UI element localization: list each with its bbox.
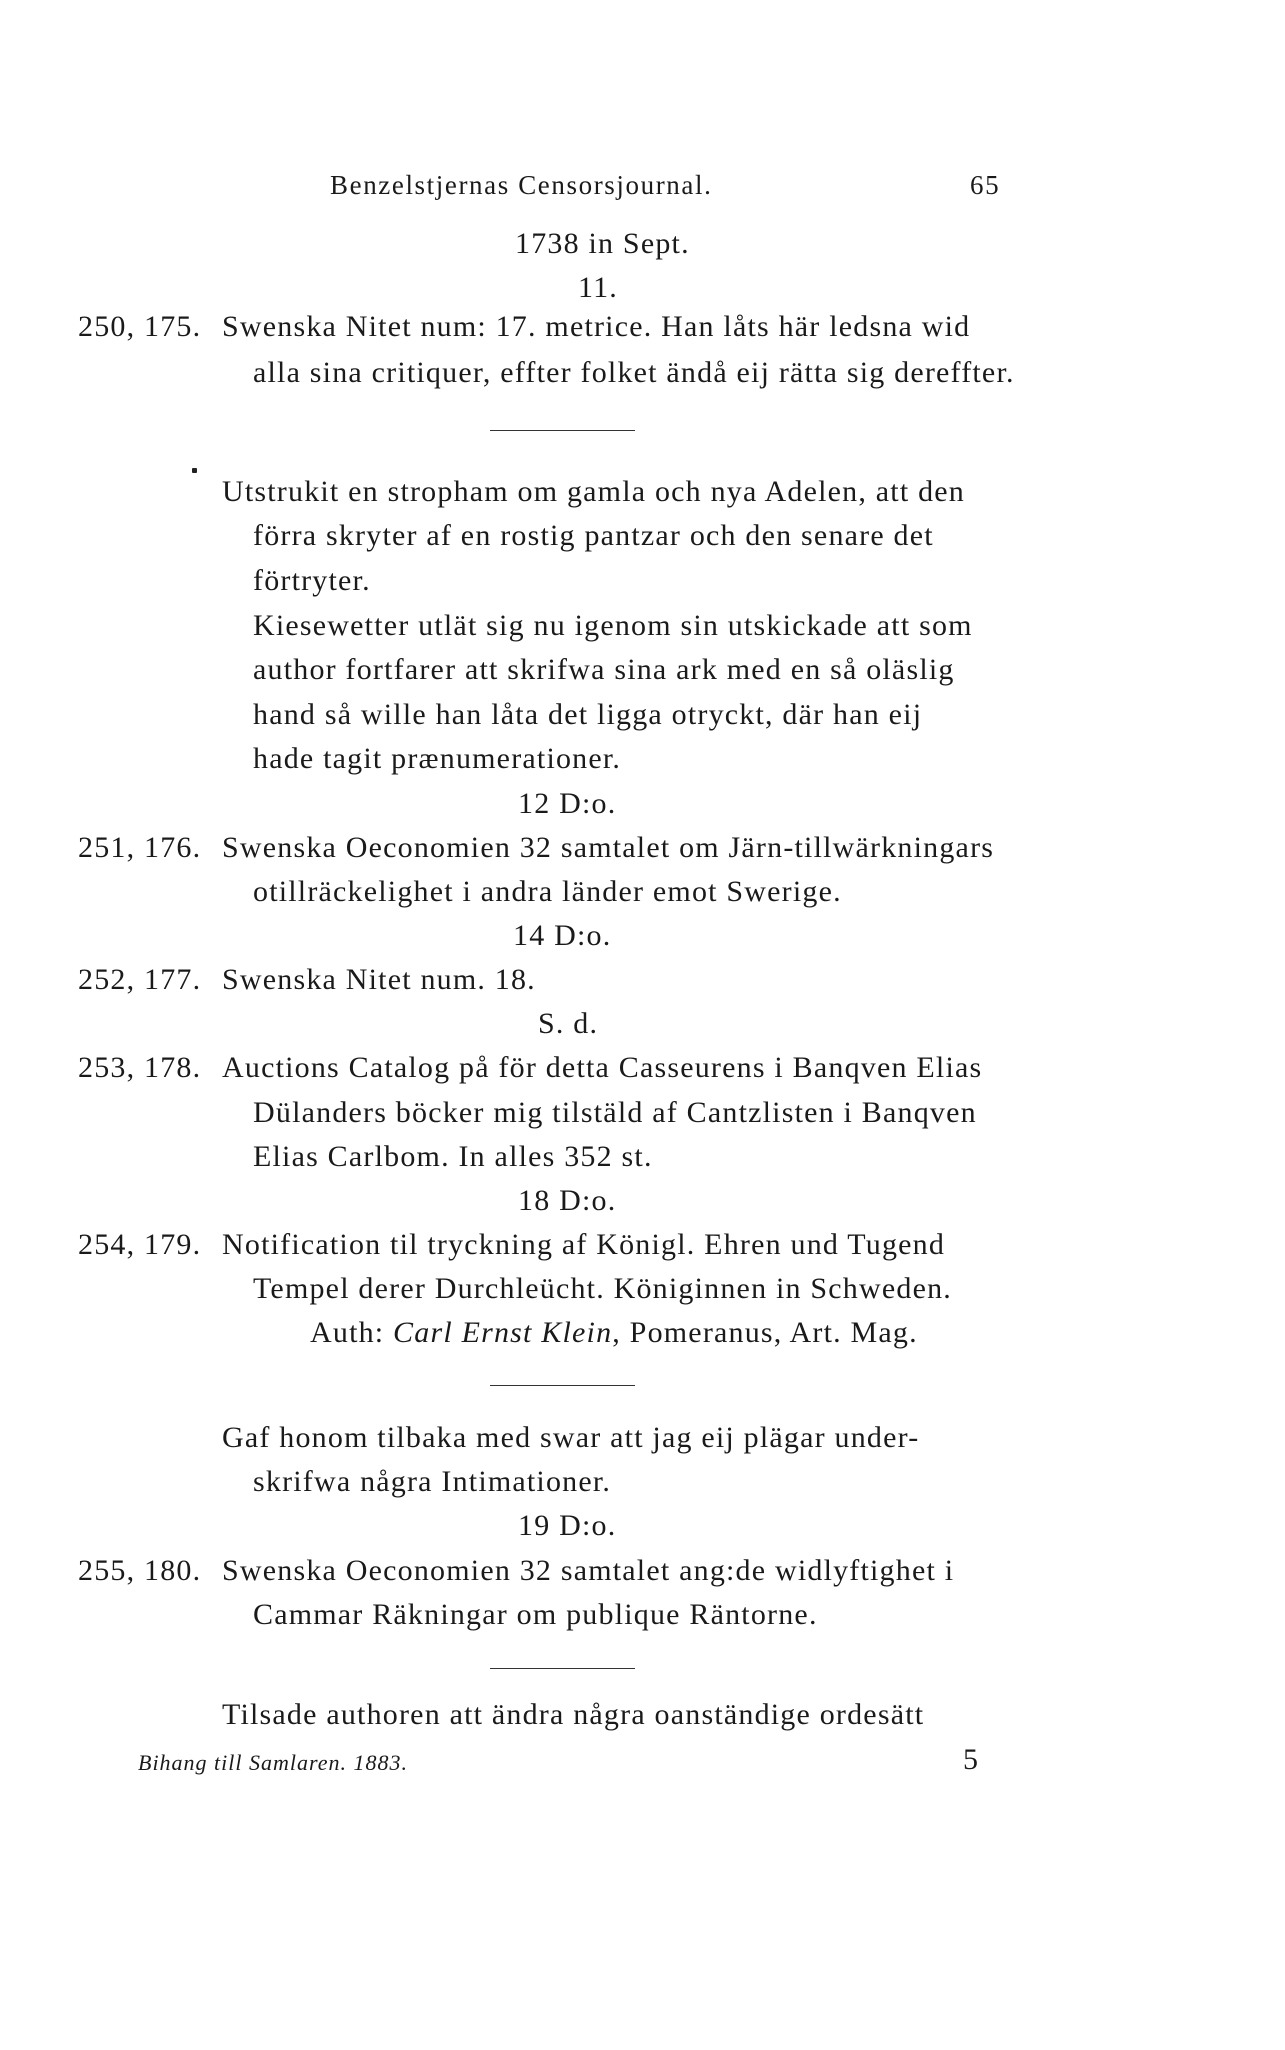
note-text-line: Gaf honom tilbaka med swar att jag eij plägar under- — [222, 1421, 920, 1454]
day-heading: 19 D:o. — [518, 1509, 617, 1542]
entry-text-line: Swenska Oeconomien 32 samtalet om Järn-tillwärkningars — [222, 831, 995, 864]
entry-number: 250, 175. — [78, 310, 202, 343]
note-text-line: hade tagit prænumerationer. — [253, 742, 622, 775]
entry-text-line: Notification til tryckning af Königl. Ehren und Tugend — [222, 1228, 946, 1261]
day-heading: 11. — [578, 271, 618, 304]
entry-number: 255, 180. — [78, 1554, 202, 1587]
entry-number: 254, 179. — [78, 1228, 202, 1261]
margin-mark — [192, 468, 197, 473]
running-title: Benzelstjernas Censorsjournal. — [330, 170, 713, 200]
note-text-line: förtryter. — [253, 564, 371, 597]
author-suffix: , Pomeranus, Art. Mag. — [612, 1316, 918, 1349]
note-text-line: skrifwa några Intimationer. — [253, 1465, 612, 1498]
page-number: 65 — [970, 170, 1001, 200]
note-text-line: hand så wille han låta det ligga otryckt, där han eij — [253, 698, 923, 731]
entry-text-line: Swenska Nitet num. 18. — [222, 963, 536, 996]
author-name: Carl Ernst Klein — [393, 1316, 613, 1349]
footer-publication: Bihang till Samlaren. 1883. — [138, 1750, 409, 1775]
section-divider — [490, 1385, 635, 1386]
entry-number: 251, 176. — [78, 831, 202, 864]
day-heading: 14 D:o. — [513, 919, 612, 952]
entry-text-line: Swenska Oeconomien 32 samtalet ang:de widlyftighet i — [222, 1554, 955, 1587]
note-text-line: förra skryter af en rostig pantzar och den senare det — [253, 519, 934, 552]
entry-text-line: Auctions Catalog på för detta Casseurens i Banqven Elias — [222, 1051, 983, 1084]
entry-text-line: otillräckelighet i andra länder emot Swerige. — [253, 875, 842, 908]
entry-text-line: Tempel derer Durchleücht. Königinnen in Schweden. — [253, 1272, 952, 1305]
author-prefix: Auth: — [310, 1316, 394, 1349]
note-text-line: Tilsade authoren att ändra några oanständige ordesätt — [222, 1698, 925, 1731]
note-text-line: Utstrukit en stropham om gamla och nya Adelen, att den — [222, 475, 965, 508]
entry-text-line: Elias Carlbom. In alles 352 st. — [253, 1140, 653, 1173]
signature-mark: 5 — [963, 1743, 980, 1776]
entry-text-line: Swenska Nitet num: 17. metrice. Han låts här ledsna wid — [222, 310, 971, 343]
entry-text-line: Cammar Räkningar om publique Räntorne. — [253, 1598, 818, 1631]
entry-text-line: Dülanders böcker mig tilstäld af Cantzlisten i Banqven — [253, 1096, 977, 1129]
entry-number: 252, 177. — [78, 963, 202, 996]
note-text-line: Kiesewetter utlät sig nu igenom sin utskickade att som — [253, 609, 973, 642]
entry-text-line: alla sina critiquer, effter folket ändå eij rätta sig dereffter. — [253, 356, 1015, 389]
section-divider — [490, 430, 635, 431]
section-divider — [490, 1668, 635, 1669]
day-heading: 12 D:o. — [518, 787, 617, 820]
day-heading: 18 D:o. — [518, 1184, 617, 1217]
entry-number: 253, 178. — [78, 1051, 202, 1084]
date-heading: 1738 in Sept. — [515, 227, 690, 260]
note-text-line: author fortfarer att skrifwa sina ark med en så oläslig — [253, 653, 955, 686]
entry-author-line — [310, 1313, 918, 1353]
day-heading: S. d. — [538, 1007, 599, 1040]
